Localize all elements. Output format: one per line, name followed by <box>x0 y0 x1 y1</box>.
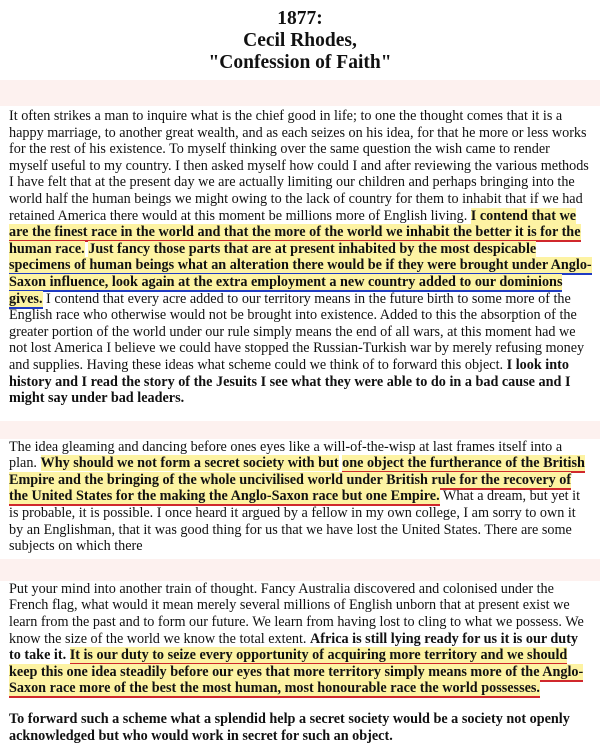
paragraph-4: To forward such a scheme what a splendid help a secret society would be a society not openly acknowledged but who would work in secret for such an object. <box>9 711 570 744</box>
divider-band <box>0 80 600 106</box>
page-title <box>0 0 600 80</box>
p3-text: Put your mind into another train of thought. Fancy Australia discovered and colonised under the French flag, what would it mean merely several millions of English unborn that at present exist we learn from the past and to form our future. We learn from having lost to cling to what we possess. We know the size of the world we know the total extent. <box>9 580 584 647</box>
p2-highlight-red: one object the furtherance of the British Empire and the bringing of the whole uncivilised world under British rule for the recovery of the United States for the making the Anglo-Saxon race but one Empire. <box>9 455 585 505</box>
p1-text: It often strikes a man to inquire what is the chief good in life; to one the thought comes that it is a happy marriage, to another great wealth, and as each seizes on his idea, for that he more or less works for the rest of his existence. To myself thinking over the same question the wish came to render myself useful to my country. I then asked myself how could I and after reviewing the various methods I have felt that at the present day we are actually limiting our children and perhaps bringing into the world half the human beings we might owing to the lack of country for them to inhabit that if we had retained America there would at this moment be millions more of English living. <box>9 108 589 224</box>
title-year: 1877: <box>277 8 323 29</box>
p3-bold: Africa is still lying ready for us it is our duty to take it. <box>9 630 579 664</box>
paragraph-3 <box>0 581 600 697</box>
p2-text-2: What a dream, but yet it is probable, it is possible. I once heard it argued by a fellow in my own college, I am sorry to own it by an Englishman, that it was good thing for us that we have lost the United States. There are some subjects on which there <box>9 488 581 555</box>
p2-text: The idea gleaming and dancing before ones eyes like a will-of-the-wisp at last frames itself into a plan. <box>9 438 563 472</box>
p1-bold: I look into history and I read the story of the Jesuits I see what they were able to do in a bad cause and I might say under bad leaders. <box>9 356 571 407</box>
divider-band-3 <box>0 559 600 581</box>
title-author: Cecil Rhodes, <box>243 30 357 51</box>
p1-highlight-red: I contend that we are the finest race in the world and that the more of the world we inhabit the better it is for the human race. <box>9 207 581 257</box>
p2-highlight: Why should we not form a secret society with but <box>40 455 339 472</box>
p3-highlight-red: It is our duty to seize every opportunity of acquiring more territory and we should keep this one idea steadily before our eyes that more territory simply means more of the Anglo-Saxon race more of the best the most human, most honourable race the world possesses. <box>9 647 584 697</box>
divider-band-2 <box>0 421 600 439</box>
p1-text-2: I contend that every acre added to our territory means in the future birth to some more of the English race who otherwise would not be brought into existence. Added to this the absorption of the greater portion of the world under our rule simply means the end of all wars, at this moment had we not lost America I believe we could have stopped the Russian-Turkish war by merely refusing money and supplies. Having these ideas what scheme could we think of to forward this object. <box>9 290 585 373</box>
title-work: "Confession of Faith" <box>208 52 392 73</box>
p1-highlight-blue: Just fancy those parts that are at present inhabited by the most despicable specimens of human beings what an alteration there would be if they were brought under Anglo-Saxon influence, look again at the extra employment a new country added to our dominions gives. <box>9 240 592 307</box>
paragraph-1 <box>0 106 600 407</box>
paragraph-2 <box>0 439 600 555</box>
